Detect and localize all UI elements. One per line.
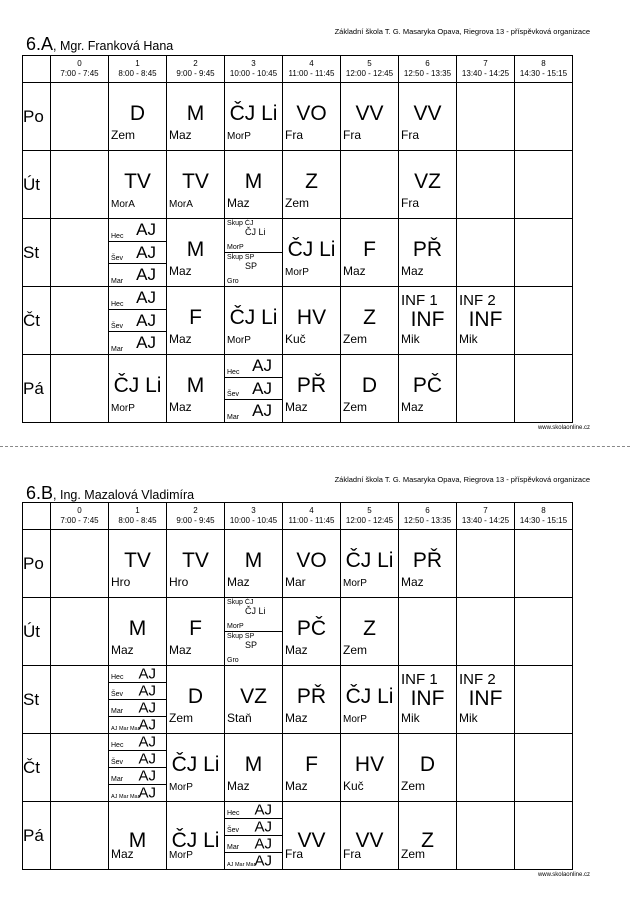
lesson-cell: F Maz: [167, 287, 225, 355]
class-title: [26, 34, 173, 55]
lesson-cell: INF 2 INF Mik: [457, 287, 515, 355]
lesson-cell-empty: [515, 83, 573, 151]
lesson-cell-empty: [515, 287, 573, 355]
lesson-cell: Z Zem: [399, 802, 457, 870]
lesson-cell-empty: [457, 734, 515, 802]
lesson-cell: Z Zem: [341, 598, 399, 666]
split-cell: Hec AJ Šev AJ Mar AJ AJ Mar Mar AJ: [109, 666, 167, 734]
lesson-cell: F Maz: [341, 219, 399, 287]
lesson-cell-empty: [515, 802, 573, 870]
lesson-cell: ČJ Li MorP: [341, 530, 399, 598]
lesson-cell-empty: [51, 530, 109, 598]
corner-cell: [23, 56, 51, 83]
footer-link: www.skolaonline.cz: [537, 872, 590, 878]
lesson-cell: F Maz: [167, 598, 225, 666]
lesson-cell-empty: [457, 151, 515, 219]
lesson-cell: ČJ Li MorP: [167, 802, 225, 870]
lesson-cell: TV MorA: [109, 151, 167, 219]
lesson-cell: ČJ Li MorP: [283, 219, 341, 287]
timetable-grid: [22, 55, 573, 423]
corner-cell: [23, 503, 51, 530]
period-header: 6 12:50 - 13:35: [399, 56, 457, 83]
lesson-cell: M Maz: [109, 802, 167, 870]
lesson-cell: ČJ Li MorP: [225, 83, 283, 151]
lesson-cell: M Maz: [109, 598, 167, 666]
split-cell: Hec AJ Šev AJ Mar AJ AJ Mar Mar AJ: [109, 734, 167, 802]
day-label: Po: [23, 530, 51, 598]
lesson-cell-empty: [457, 530, 515, 598]
lesson-cell: VV Fra: [283, 802, 341, 870]
day-label: Po: [23, 83, 51, 151]
lesson-cell-empty: [341, 151, 399, 219]
lesson-cell-empty: [515, 151, 573, 219]
period-header: 4 11:00 - 11:45: [283, 503, 341, 530]
class-teacher: , Ing. Mazalová Vladimíra: [53, 488, 195, 502]
lesson-cell-empty: [515, 355, 573, 423]
lesson-cell: VO Mar: [283, 530, 341, 598]
lesson-cell-empty: [515, 598, 573, 666]
school-name: Základní škola T. G. Masaryka Opava, Riegrova 13 - příspěvková organizace: [334, 475, 590, 484]
period-header: 4 11:00 - 11:45: [283, 56, 341, 83]
split-cell: Skup ČJ ČJ Li MorP Skup SP SP Gro: [225, 219, 283, 287]
lesson-cell: D Zem: [109, 83, 167, 151]
period-header: 2 9:00 - 9:45: [167, 503, 225, 530]
lesson-cell: D Zem: [167, 666, 225, 734]
period-header: 3 10:00 - 10:45: [225, 56, 283, 83]
school-name: Základní škola T. G. Masaryka Opava, Riegrova 13 - příspěvková organizace: [334, 27, 590, 36]
lesson-cell: PŘ Maz: [399, 219, 457, 287]
lesson-cell: INF 1 INF Mik: [399, 287, 457, 355]
day-label: Pá: [23, 802, 51, 870]
period-header: 7 13:40 - 14:25: [457, 56, 515, 83]
split-cell: Hec AJ Šev AJ Mar AJ: [109, 219, 167, 287]
period-header: 8 14:30 - 15:15: [515, 56, 573, 83]
lesson-cell: PŘ Maz: [283, 355, 341, 423]
lesson-cell: M Maz: [167, 83, 225, 151]
lesson-cell: VV Fra: [341, 802, 399, 870]
class-code: 6.B: [26, 483, 54, 503]
period-header: 8 14:30 - 15:15: [515, 503, 573, 530]
lesson-cell-empty: [457, 598, 515, 666]
footer-link: www.skolaonline.cz: [537, 425, 590, 431]
day-label: Pá: [23, 355, 51, 423]
lesson-cell-empty: [399, 598, 457, 666]
lesson-cell-empty: [457, 802, 515, 870]
lesson-cell: ČJ Li MorP: [167, 734, 225, 802]
period-header: 3 10:00 - 10:45: [225, 503, 283, 530]
day-label: St: [23, 666, 51, 734]
lesson-cell: INF 1 INF Mik: [399, 666, 457, 734]
period-header: 1 8:00 - 8:45: [109, 56, 167, 83]
lesson-cell: VV Fra: [399, 83, 457, 151]
day-label: Čt: [23, 287, 51, 355]
lesson-cell: VV Fra: [341, 83, 399, 151]
lesson-cell: Z Zem: [341, 287, 399, 355]
lesson-cell: M Maz: [225, 151, 283, 219]
lesson-cell: HV Kuč: [341, 734, 399, 802]
period-header: 5 12:00 - 12:45: [341, 503, 399, 530]
lesson-cell-empty: [51, 151, 109, 219]
period-header: 7 13:40 - 14:25: [457, 503, 515, 530]
day-label: Čt: [23, 734, 51, 802]
lesson-cell: VZ Staň: [225, 666, 283, 734]
lesson-cell: VZ Fra: [399, 151, 457, 219]
lesson-cell-empty: [51, 355, 109, 423]
lesson-cell: PŘ Maz: [399, 530, 457, 598]
lesson-cell-empty: [457, 83, 515, 151]
lesson-cell: D Zem: [341, 355, 399, 423]
lesson-cell: INF 2 INF Mik: [457, 666, 515, 734]
lesson-cell: ČJ Li MorP: [225, 287, 283, 355]
lesson-cell-empty: [457, 355, 515, 423]
lesson-cell: M Maz: [225, 734, 283, 802]
lesson-cell: F Maz: [283, 734, 341, 802]
period-header: 5 12:00 - 12:45: [341, 56, 399, 83]
period-header: 6 12:50 - 13:35: [399, 503, 457, 530]
lesson-cell-empty: [515, 666, 573, 734]
lesson-cell-empty: [51, 666, 109, 734]
split-cell: Hec AJ Šev AJ Mar AJ: [109, 287, 167, 355]
period-header: 1 8:00 - 8:45: [109, 503, 167, 530]
lesson-cell-empty: [51, 287, 109, 355]
lesson-cell: PČ Maz: [283, 598, 341, 666]
lesson-cell: PŘ Maz: [283, 666, 341, 734]
lesson-cell: VO Fra: [283, 83, 341, 151]
split-cell: Hec AJ Šev AJ Mar AJ AJ Mar Mar AJ: [225, 802, 283, 870]
period-header: 0 7:00 - 7:45: [51, 56, 109, 83]
lesson-cell: PČ Maz: [399, 355, 457, 423]
class-title: [26, 483, 194, 504]
period-header: 0 7:00 - 7:45: [51, 503, 109, 530]
split-cell: Hec AJ Šev AJ Mar AJ: [225, 355, 283, 423]
lesson-cell-empty: [457, 219, 515, 287]
lesson-cell-empty: [515, 734, 573, 802]
page-divider: [0, 446, 630, 447]
lesson-cell: TV Hro: [109, 530, 167, 598]
lesson-cell: ČJ Li MorP: [109, 355, 167, 423]
period-header: 2 9:00 - 9:45: [167, 56, 225, 83]
lesson-cell-empty: [515, 219, 573, 287]
lesson-cell: TV MorA: [167, 151, 225, 219]
lesson-cell-empty: [515, 530, 573, 598]
day-label: St: [23, 219, 51, 287]
split-cell: Skup ČJ ČJ Li MorP Skup SP SP Gro: [225, 598, 283, 666]
lesson-cell-empty: [51, 83, 109, 151]
lesson-cell: M Maz: [225, 530, 283, 598]
day-label: Út: [23, 598, 51, 666]
lesson-cell: HV Kuč: [283, 287, 341, 355]
timetable-grid: [22, 502, 573, 870]
lesson-cell: ČJ Li MorP: [341, 666, 399, 734]
lesson-cell-empty: [51, 734, 109, 802]
day-label: Út: [23, 151, 51, 219]
lesson-cell: M Maz: [167, 355, 225, 423]
lesson-cell-empty: [51, 219, 109, 287]
lesson-cell: D Zem: [399, 734, 457, 802]
class-teacher: , Mgr. Franková Hana: [53, 39, 174, 53]
lesson-cell: TV Hro: [167, 530, 225, 598]
lesson-cell: Z Zem: [283, 151, 341, 219]
lesson-cell-empty: [51, 802, 109, 870]
lesson-cell-empty: [51, 598, 109, 666]
class-code: 6.A: [26, 34, 54, 54]
lesson-cell: M Maz: [167, 219, 225, 287]
